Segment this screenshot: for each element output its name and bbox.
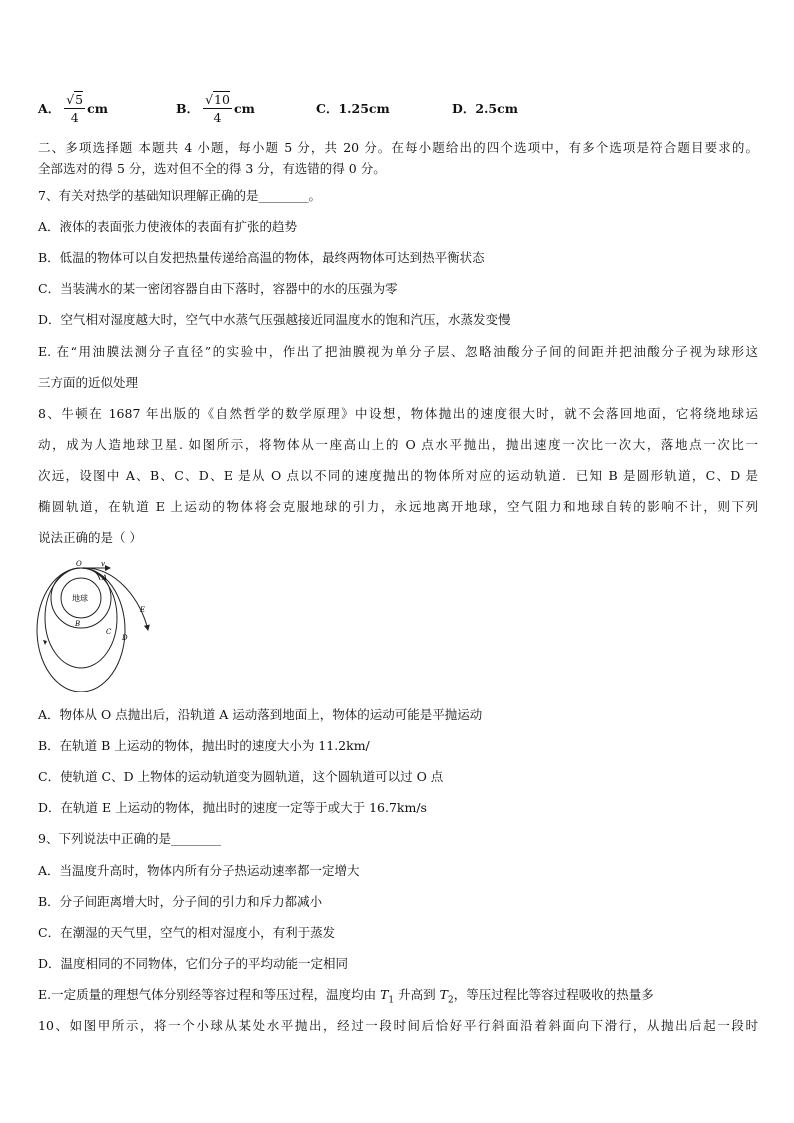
q6-option-a xyxy=(38,88,108,128)
label-earth: 地球 xyxy=(72,594,88,603)
q9-option-e: E.一定质量的理想气体分别经等容过程和等压过程，温度均由 $T_1$ 升高到 $T_2$，等压过程比等容过程吸收的热量多 xyxy=(38,987,654,1006)
label-d: D xyxy=(122,634,128,642)
section2-line2: 全部选对的得 5 分，选对但不全的得 3 分，有选错的得 0 分。 xyxy=(38,161,386,176)
q9-option-a: A．当温度升高时，物体内所有分子热运动速率都一定增大 xyxy=(38,863,360,878)
sqrt-value: 5 xyxy=(75,91,84,107)
q7-option-a: A．液体的表面张力使液体的表面有扩张的趋势 xyxy=(38,219,298,234)
orbit-diagram xyxy=(36,560,156,692)
unit: cm xyxy=(233,100,255,116)
label-b: B xyxy=(75,620,81,628)
q8-stem-line1: 8、牛顿在 1687 年出版的《自然哲学的数学原理》中设想，物体抛出的速度很大时，就不会落回地面，它将绕地球运 xyxy=(38,406,758,421)
sqrt-value: 10 xyxy=(214,91,230,107)
section2-line1: 二、多项选择题 本题共 4 小题，每小题 5 分，共 20 分。在每小题给出的四个选项中，有多个选项是符合题目要求的。 xyxy=(38,140,758,155)
unit: cm xyxy=(87,100,108,116)
q9-stem: 9、下列说法中正确的是________ xyxy=(38,831,221,846)
orbit-d xyxy=(37,568,125,692)
option-label: B． xyxy=(176,101,200,116)
q8-option-c: C．使轨道 C、D 上物体的运动轨道变为圆轨道，这个圆轨道可以过 O 点 xyxy=(38,769,444,784)
fraction: $\frac{√5}{4}$ xyxy=(66,91,84,125)
q7-stem: 7、有关对热学的基础知识理解正确的是________。 xyxy=(38,188,321,203)
q8-option-d: D．在轨道 E 上运动的物体，抛出时的速度一定等于或大于 16.7km/s xyxy=(38,800,427,815)
q7-option-e-line2: 三方面的近似处理 xyxy=(38,375,139,390)
q8-option-b: B．在轨道 B 上运动的物体，抛出时的速度大小为 11.2km/ xyxy=(38,738,370,753)
orbit-arrow-mark xyxy=(43,640,47,645)
q8-stem-line5: 说法正确的是（ ） xyxy=(38,530,142,545)
q7-option-d: D．空气相对湿度越大时，空气中水蒸气压强越接近同温度水的饱和汽压，水蒸发变慢 xyxy=(38,312,511,327)
label-o: O xyxy=(76,560,82,568)
q6-option-b xyxy=(176,88,255,128)
q8-option-a: A．物体从 O 点抛出后，沿轨道 A 运动落到地面上，物体的运动可能是平抛运动 xyxy=(38,707,483,722)
q8-stem-line2: 动，成为人造地球卫星. 如图所示，将物体从一座高山上的 O 点水平抛出，抛出速度一次比一次大，落地点一次比一 xyxy=(38,437,758,452)
q10-stem-line1: 10、如图甲所示，将一个小球从某处水平抛出，经过一段时间后恰好平行斜面沿着斜面向下滑行，从抛出后起一段时 xyxy=(38,1018,758,1033)
denominator: 4 xyxy=(213,109,222,125)
option-label: A． xyxy=(38,101,61,116)
label-a: A xyxy=(102,574,108,582)
q8-stem-line4: 椭圆轨道，在轨道 E 上运动的物体将会克服地球的引力，永远地离开地球，空气阻力和地球自转的影响不计，则下列 xyxy=(38,499,758,514)
label-v: v xyxy=(101,560,105,568)
label-e: E xyxy=(140,606,146,614)
q6-option-d: D．2.5cm xyxy=(452,101,518,116)
q6-options xyxy=(38,88,758,128)
q7-option-b: B．低温的物体可以自发把热量传递给高温的物体，最终两物体可达到热平衡状态 xyxy=(38,250,485,265)
q9-option-c: C．在潮湿的天气里，空气的相对湿度小，有利于蒸发 xyxy=(38,925,336,940)
q8-stem-line3: 次远，设图中 A、B、C、D、E 是从 O 点以不同的速度抛出的物体所对应的运动轨道．已知 B 是圆形轨道，C、D 是 xyxy=(38,468,758,483)
fraction: $\frac{√10}{4}$ xyxy=(205,91,230,125)
label-c: C xyxy=(106,628,112,636)
q6-option-c: C．1.25cm xyxy=(316,101,390,116)
q7-option-e-line1: E. 在“用油膜法测分子直径”的实验中，作出了把油膜视为单分子层、忽略油酸分子间的间距并把油酸分子视为球形这 xyxy=(38,344,758,359)
denominator: 4 xyxy=(70,109,79,125)
q9-option-b: B．分子间距离增大时，分子间的引力和斥力都减小 xyxy=(38,894,323,909)
q9-option-d: D．温度相同的不同物体，它们分子的平均动能一定相同 xyxy=(38,956,349,971)
q7-option-c: C．当装满水的某一密闭容器自由下落时，容器中的水的压强为零 xyxy=(38,281,398,296)
